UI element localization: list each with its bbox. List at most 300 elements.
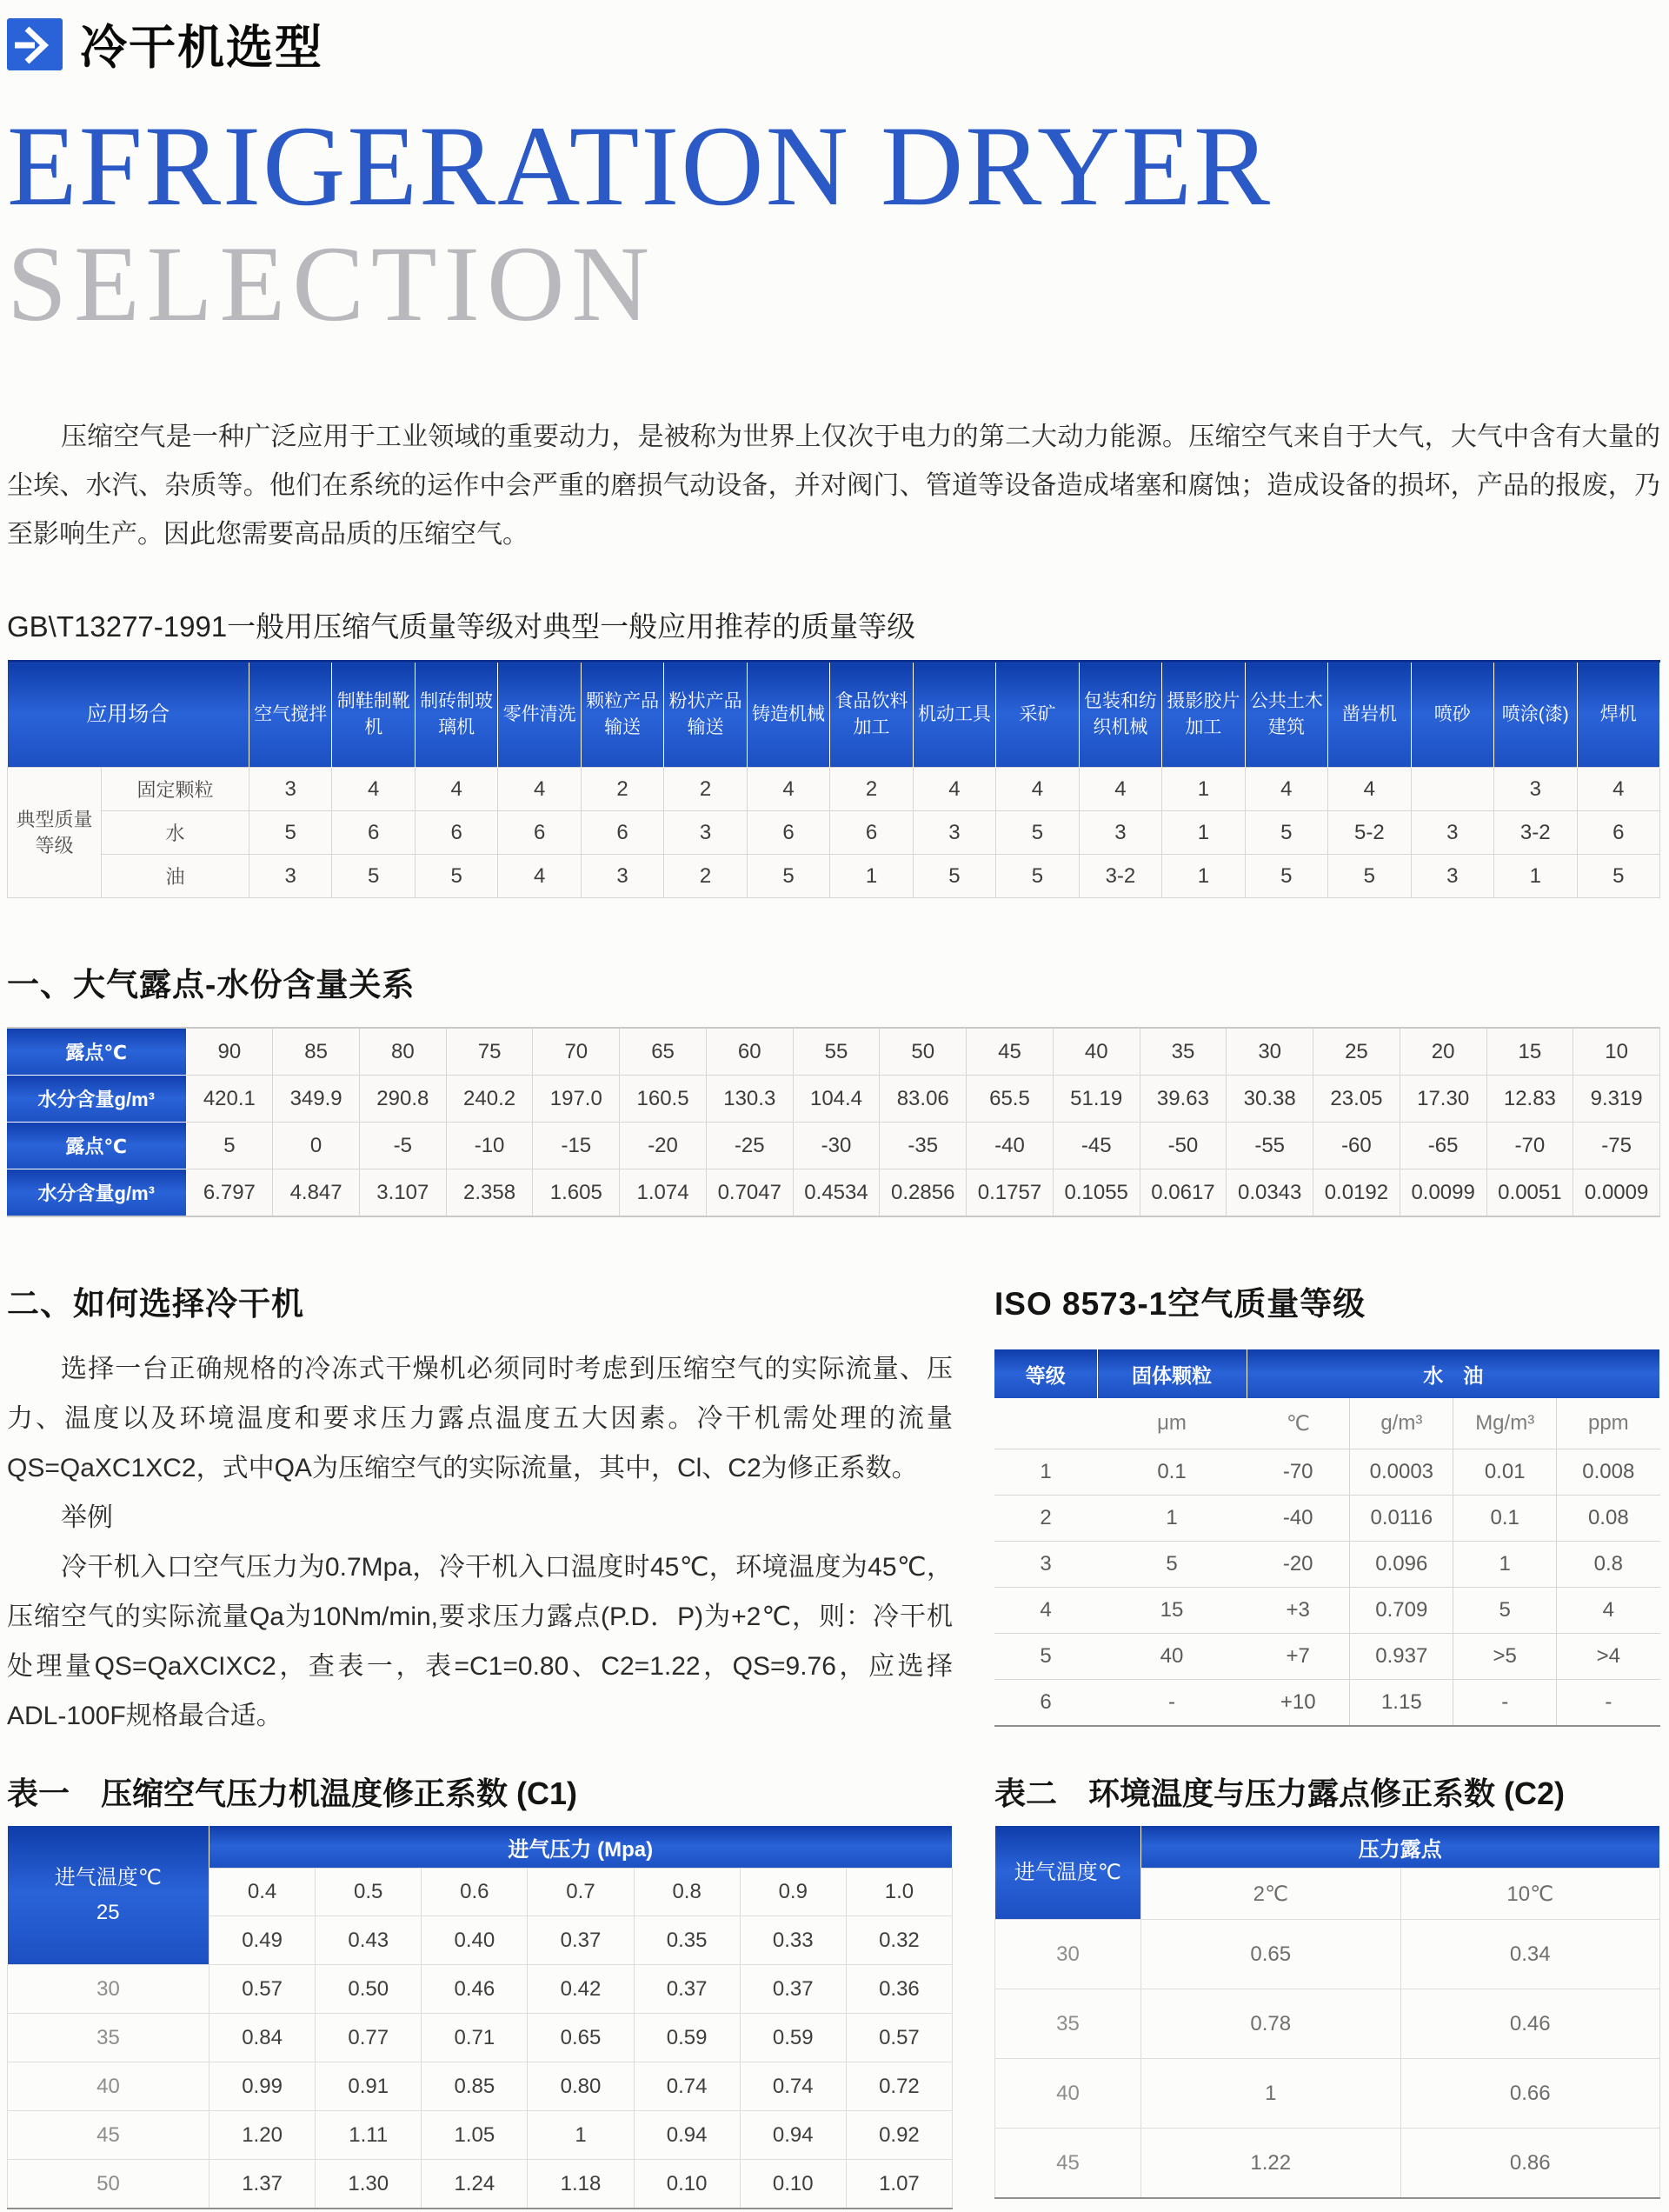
table-cell: 0.34: [1400, 1920, 1660, 1989]
table-row: [995, 2129, 1660, 2199]
table-cell: 5: [1577, 855, 1660, 898]
row-label: 45: [995, 2129, 1141, 2199]
table-cell: 240.2: [446, 1076, 533, 1123]
table-cell: -30: [793, 1123, 880, 1169]
row-label: 40: [8, 2062, 209, 2111]
table-cell: -20: [620, 1123, 707, 1169]
table-cell: 0.35: [634, 1916, 740, 1965]
table-cell: -65: [1400, 1123, 1486, 1169]
table-cell: 0.1055: [1053, 1169, 1140, 1217]
table-cell: -50: [1140, 1123, 1227, 1169]
table-cell: 197.0: [533, 1076, 620, 1123]
table-cell: 0.99: [209, 2062, 316, 2111]
table-row: [994, 1496, 1660, 1542]
table-cell: 5: [332, 855, 415, 898]
table-cell: 0.9: [740, 1869, 846, 1916]
table-cell: 0.65: [1141, 1920, 1401, 1989]
table-cell: +10: [1247, 1680, 1350, 1727]
table-cell: 6: [498, 811, 581, 855]
table-cell: 85: [273, 1028, 360, 1076]
table-cell: 6: [415, 811, 497, 855]
table-cell: 0.57: [846, 2014, 952, 2062]
table-cell: 0.08: [1557, 1496, 1660, 1542]
table-cell: 2: [664, 855, 747, 898]
table-row: [8, 2111, 953, 2160]
table-cell: 50: [880, 1028, 967, 1076]
table-cell: +3: [1247, 1588, 1350, 1634]
table-cell: 1: [1494, 855, 1577, 898]
table-cell: 0.1: [1097, 1449, 1247, 1496]
iso-section: [994, 1285, 1660, 1727]
table-cell: 5: [186, 1123, 273, 1169]
row-label: 水分含量g/m³: [7, 1169, 186, 1217]
table-cell: -5: [359, 1123, 446, 1169]
table1-section: [7, 1776, 953, 2209]
table-cell: 0.0051: [1486, 1169, 1573, 1217]
table-cell: >4: [1557, 1634, 1660, 1680]
section2-title: 二、如何选择冷干机: [7, 1286, 304, 1322]
table-cell: 3: [913, 811, 995, 855]
row-label: 45: [8, 2111, 209, 2160]
table-cell: 2: [581, 768, 663, 811]
page-header: [7, 0, 1660, 77]
table-cell: 0.86: [1400, 2129, 1660, 2199]
table-cell: 1.24: [422, 2160, 528, 2209]
table-cell: 1: [1097, 1496, 1247, 1542]
table-cell: 0.40: [422, 1916, 528, 1965]
table-cell: 1.22: [1141, 2129, 1401, 2199]
table-cell: 0.65: [528, 2014, 634, 2062]
table-cell: 0.937: [1350, 1634, 1453, 1680]
table-cell: 45: [967, 1028, 1054, 1076]
table-cell: -70: [1486, 1123, 1573, 1169]
table-cell: 4: [996, 768, 1079, 811]
table-cell: 1.605: [533, 1169, 620, 1217]
table-cell: 0.71: [422, 2014, 528, 2062]
table-cell: 2℃: [1141, 1869, 1401, 1920]
table-row: [7, 1076, 1660, 1123]
section2-paragraph: 选择一台正确规格的冷冻式干燥机必须同时考虑到压缩空气的实际流量、压力、温度以及环境温度和要求压力露点温度五大因素。冷干机需处理的流量QS=QaXC1XC2，式中QA为压缩空气的实际流量，其中，Cl、C2为修正系数。: [7, 1355, 953, 1482]
table-cell: 90: [186, 1028, 273, 1076]
table-cell: 3-2: [1079, 855, 1161, 898]
table-cell: 0.008: [1557, 1449, 1660, 1496]
table-cell: 5: [1097, 1542, 1247, 1588]
column-header: 凿岩机: [1328, 662, 1411, 768]
table-cell: 0.46: [1400, 1989, 1660, 2059]
table-header-row: [994, 1349, 1660, 1398]
corner-header: 应用场合: [8, 662, 249, 768]
row-label: 50: [8, 2160, 209, 2209]
table-cell: -10: [446, 1123, 533, 1169]
table-cell: 0.92: [846, 2111, 952, 2160]
row-label: 露点℃: [7, 1123, 186, 1169]
dew-point-table: [7, 1027, 1660, 1217]
table-cell: 9.319: [1573, 1076, 1660, 1123]
table-cell: 40: [1053, 1028, 1140, 1076]
table-cell: 3: [581, 855, 663, 898]
table-cell: 3: [1411, 855, 1493, 898]
table-cell: 5: [415, 855, 497, 898]
table-cell: 30.38: [1227, 1076, 1313, 1123]
table-row: [8, 2160, 953, 2209]
table-cell: 3: [1494, 768, 1577, 811]
table-cell: 4: [1328, 768, 1411, 811]
table-cell: 0.32: [846, 1916, 952, 1965]
table-cell: 4: [415, 768, 497, 811]
table-cell: 5: [747, 855, 829, 898]
table-cell: 2: [994, 1496, 1097, 1542]
c2-correction-table: [994, 1826, 1660, 2199]
row-label: 40: [995, 2059, 1141, 2129]
table-cell: 3.107: [359, 1169, 446, 1217]
table-cell: 5: [913, 855, 995, 898]
row-group-label: 典型质量等级: [8, 768, 102, 898]
table-row: [994, 1634, 1660, 1680]
table-cell: +7: [1247, 1634, 1350, 1680]
table2-title: 表二 环境温度与压力露点修正系数 (C2): [994, 1776, 1565, 1811]
table-cell: 0.37: [740, 1965, 846, 2014]
table-cell: 0.57: [209, 1965, 316, 2014]
table-cell: 4: [1245, 768, 1327, 811]
column-header: 焊机: [1577, 662, 1660, 768]
empty-cell: [994, 1398, 1097, 1449]
table-cell: 104.4: [793, 1076, 880, 1123]
table-cell: 1: [1162, 855, 1245, 898]
table-cell: 420.1: [186, 1076, 273, 1123]
table-row: [995, 1920, 1660, 1989]
table-cell: 4: [994, 1588, 1097, 1634]
table-cell: 0.59: [634, 2014, 740, 2062]
gb-table-title: GB\T13277-1991一般用压缩气质量等级对典型一般应用推荐的质量等级: [7, 610, 916, 643]
row-label: 露点℃: [7, 1028, 186, 1076]
table-cell: 290.8: [359, 1076, 446, 1123]
table-row: [8, 2014, 953, 2062]
table-cell: 40: [1097, 1634, 1247, 1680]
row-label: 水: [102, 811, 249, 855]
table-cell: 4: [1079, 768, 1161, 811]
table-cell: 1.05: [422, 2111, 528, 2160]
table-cell: -15: [533, 1123, 620, 1169]
row-label: 30: [995, 1920, 1141, 1989]
table-cell: 35: [1140, 1028, 1227, 1076]
table-cell: 0.59: [740, 2014, 846, 2062]
table-cell: 1.15: [1350, 1680, 1453, 1727]
table-header-row: [8, 662, 1660, 768]
table-cell: -55: [1227, 1123, 1313, 1169]
table-cell: 6: [332, 811, 415, 855]
table-row: [8, 2062, 953, 2111]
table-cell: 0.6: [422, 1869, 528, 1916]
column-header: 粉状产品输送: [664, 662, 747, 768]
table-cell: -35: [880, 1123, 967, 1169]
table-cell: μm: [1097, 1398, 1247, 1449]
table1-title: 表一 压缩空气压力机温度修正系数 (C1): [7, 1776, 577, 1811]
column-header: 食品饮料加工: [830, 662, 913, 768]
table-cell: 0.10: [634, 2160, 740, 2209]
table-cell: 70: [533, 1028, 620, 1076]
table-cell: 2: [664, 768, 747, 811]
table-cell: 65.5: [967, 1076, 1054, 1123]
table-cell: -20: [1247, 1542, 1350, 1588]
example-paragraph: 冷干机入口空气压力为0.7Mpa，冷干机入口温度时45℃，环境温度为45℃，压缩空气的实际流量Qa为10Nm/min,要求压力露点(P.D．P)为+2℃，则：冷干机处理量QS=QaXCIXC2，查表一，表=C1=0.80、C2=1.22，QS=9.76，应选择ADL-100F规格最合适。: [7, 1553, 953, 1730]
table-cell: 12.83: [1486, 1076, 1573, 1123]
column-header: 公共土木建筑: [1245, 662, 1327, 768]
column-header: 颗粒产品输送: [581, 662, 663, 768]
table-cell: 0.0343: [1227, 1169, 1313, 1217]
table-row: [994, 1680, 1660, 1727]
table-cell: 1.074: [620, 1169, 707, 1217]
column-header: 等级: [994, 1349, 1097, 1398]
table-row: [8, 811, 1660, 855]
table-cell: g/m³: [1350, 1398, 1453, 1449]
table-cell: 17.30: [1400, 1076, 1486, 1123]
table-cell: 65: [620, 1028, 707, 1076]
table-cell: 0.46: [422, 1965, 528, 2014]
table-cell: 80: [359, 1028, 446, 1076]
table-cell: 5-2: [1328, 811, 1411, 855]
column-header: 机动工具: [913, 662, 995, 768]
table-cell: -25: [706, 1123, 793, 1169]
table-cell: 39.63: [1140, 1076, 1227, 1123]
table-cell: 1: [1141, 2059, 1401, 2129]
table-cell: 1.11: [316, 2111, 422, 2160]
table-cell: 1: [1162, 768, 1245, 811]
row-label: 水分含量g/m³: [7, 1076, 186, 1123]
section1-title: 一、大气露点-水份含量关系: [7, 967, 416, 1003]
column-header: 包装和纺织机械: [1079, 662, 1161, 768]
table-row: [994, 1449, 1660, 1496]
page-title: 冷干机选型: [80, 22, 323, 74]
table-cell: 0.0009: [1573, 1169, 1660, 1217]
table-cell: 5: [996, 855, 1079, 898]
corner-header: 进气温度℃: [995, 1826, 1141, 1920]
column-header: 固体颗粒: [1097, 1349, 1247, 1398]
table-cell: >5: [1453, 1634, 1557, 1680]
row-label: 30: [8, 1965, 209, 2014]
table-cell: 0.0192: [1313, 1169, 1400, 1217]
table-cell: 0.74: [740, 2062, 846, 2111]
column-header: 空气搅拌: [249, 662, 332, 768]
table-cell: 0.0003: [1350, 1449, 1453, 1496]
table-cell: -40: [967, 1123, 1054, 1169]
table-cell: 2.358: [446, 1169, 533, 1217]
table-cell: 0.85: [422, 2062, 528, 2111]
gb-quality-table: [7, 660, 1660, 898]
table-cell: -: [1097, 1680, 1247, 1727]
corner-header-line1: 进气温度℃: [54, 1865, 162, 1889]
table-cell: 0.37: [528, 1916, 634, 1965]
row-label: 35: [8, 2014, 209, 2062]
table-cell: 5: [1245, 811, 1327, 855]
table-cell: 0.5: [316, 1869, 422, 1916]
column-group-header: 进气压力 (Mpa): [209, 1826, 953, 1869]
table-cell: 0.80: [528, 2062, 634, 2111]
table-cell: 3: [664, 811, 747, 855]
table-cell: 4: [747, 768, 829, 811]
table-cell: 130.3: [706, 1076, 793, 1123]
column-header: 零件清洗: [498, 662, 581, 768]
table-cell: 0.77: [316, 2014, 422, 2062]
table-cell: 0.709: [1350, 1588, 1453, 1634]
table-cell: 6: [581, 811, 663, 855]
table-row: [994, 1588, 1660, 1634]
table-cell: 0.2856: [880, 1169, 967, 1217]
table-cell: 1.07: [846, 2160, 952, 2209]
table-cell: 0.72: [846, 2062, 952, 2111]
table-cell: 0.36: [846, 1965, 952, 2014]
table-cell: 1: [994, 1449, 1097, 1496]
table-cell: [1411, 768, 1493, 811]
table-cell: 160.5: [620, 1076, 707, 1123]
table-cell: 0.1: [1453, 1496, 1557, 1542]
table-cell: 1.18: [528, 2160, 634, 2209]
table-cell: 1: [1162, 811, 1245, 855]
column-header: 采矿: [996, 662, 1079, 768]
table-row: [8, 768, 1660, 811]
table-cell: 20: [1400, 1028, 1486, 1076]
table-cell: 3: [249, 768, 332, 811]
table-cell: 0.10: [740, 2160, 846, 2209]
table-cell: 1.37: [209, 2160, 316, 2209]
table-cell: 60: [706, 1028, 793, 1076]
corner-header: [8, 1826, 209, 1965]
row-label: 固定颗粒: [102, 768, 249, 811]
table-cell: 4: [498, 768, 581, 811]
table-cell: 6: [830, 811, 913, 855]
table-cell: 15: [1486, 1028, 1573, 1076]
column-header: 制鞋制靴机: [332, 662, 415, 768]
table-cell: 10℃: [1400, 1869, 1660, 1920]
table-cell: 0.0099: [1400, 1169, 1486, 1217]
table-cell: 4: [1557, 1588, 1660, 1634]
table-cell: 6.797: [186, 1169, 273, 1217]
table-cell: 2: [830, 768, 913, 811]
column-header: 水 油: [1247, 1349, 1660, 1398]
table-row: [7, 1169, 1660, 1217]
table-cell: 0.91: [316, 2062, 422, 2111]
table-cell: 0.84: [209, 2014, 316, 2062]
table-cell: ℃: [1247, 1398, 1350, 1449]
table-cell: 51.19: [1053, 1076, 1140, 1123]
table-row: [8, 1965, 953, 2014]
table-cell: 5: [1245, 855, 1327, 898]
table-cell: 0.66: [1400, 2059, 1660, 2129]
table-cell: 0.0617: [1140, 1169, 1227, 1217]
units-row: [994, 1398, 1660, 1449]
table-cell: -60: [1313, 1123, 1400, 1169]
table-cell: 4: [498, 855, 581, 898]
table-cell: 0.78: [1141, 1989, 1401, 2059]
middle-columns: [7, 1285, 1660, 1741]
bottom-columns: [7, 1776, 1660, 2209]
table-cell: 0.096: [1350, 1542, 1453, 1588]
c1-correction-table: [7, 1826, 953, 2209]
column-header: 喷砂: [1411, 662, 1493, 768]
table-cell: 4: [332, 768, 415, 811]
table-cell: 0.7047: [706, 1169, 793, 1217]
table-cell: 10: [1573, 1028, 1660, 1076]
table-cell: 4: [913, 768, 995, 811]
table-header-row: [8, 1826, 953, 1869]
table-cell: -: [1453, 1680, 1557, 1727]
table-cell: -: [1557, 1680, 1660, 1727]
table-cell: 5: [996, 811, 1079, 855]
table-row: [7, 1028, 1660, 1076]
table-cell: 0.37: [634, 1965, 740, 2014]
column-header: 喷涂(漆): [1494, 662, 1577, 768]
table-cell: 3-2: [1494, 811, 1577, 855]
table-row: [995, 2059, 1660, 2129]
table-cell: 30: [1227, 1028, 1313, 1076]
table-row: [995, 1989, 1660, 2059]
table-cell: 1.30: [316, 2160, 422, 2209]
column-header: 制砖制玻璃机: [415, 662, 497, 768]
table-cell: 1: [1453, 1542, 1557, 1588]
table-cell: ppm: [1557, 1398, 1660, 1449]
table-row: [8, 855, 1660, 898]
table-cell: 83.06: [880, 1076, 967, 1123]
table-cell: 3: [994, 1542, 1097, 1588]
table-cell: 5: [1328, 855, 1411, 898]
table-header-row: [995, 1826, 1660, 1869]
table-cell: 25: [1313, 1028, 1400, 1076]
table-cell: 55: [793, 1028, 880, 1076]
table-cell: 0.74: [634, 2062, 740, 2111]
table-cell: 6: [747, 811, 829, 855]
table-cell: 3: [1079, 811, 1161, 855]
corner-header-line2: 25: [96, 1900, 120, 1924]
example-label: 举例: [61, 1503, 113, 1532]
table-row: [994, 1542, 1660, 1588]
table-cell: 1.0: [846, 1869, 952, 1916]
table-cell: 5: [249, 811, 332, 855]
row-label: 35: [995, 1989, 1141, 2059]
table-cell: 0.42: [528, 1965, 634, 2014]
table-cell: 0: [273, 1123, 360, 1169]
table-cell: 1.20: [209, 2111, 316, 2160]
table-cell: 3: [1411, 811, 1493, 855]
table-cell: Mg/m³: [1453, 1398, 1557, 1449]
table-cell: 3: [249, 855, 332, 898]
table-cell: 0.0116: [1350, 1496, 1453, 1542]
iso-table-title: ISO 8573-1空气质量等级: [994, 1286, 1366, 1322]
table-cell: 0.8: [634, 1869, 740, 1916]
table-cell: 0.94: [740, 2111, 846, 2160]
table-cell: 1: [528, 2111, 634, 2160]
table-cell: 6: [1577, 811, 1660, 855]
column-group-header: 压力露点: [1141, 1826, 1660, 1869]
table-cell: 23.05: [1313, 1076, 1400, 1123]
table-cell: -40: [1247, 1496, 1350, 1542]
table2-section: [994, 1776, 1660, 2199]
table-cell: 0.7: [528, 1869, 634, 1916]
table-cell: 0.43: [316, 1916, 422, 1965]
table-cell: 5: [1453, 1588, 1557, 1634]
table-cell: 5: [994, 1634, 1097, 1680]
table-cell: 4: [1577, 768, 1660, 811]
table-cell: -45: [1053, 1123, 1140, 1169]
arrow-right-icon: [7, 18, 63, 70]
table-cell: 0.33: [740, 1916, 846, 1965]
table-cell: -75: [1573, 1123, 1660, 1169]
table-cell: 75: [446, 1028, 533, 1076]
table-cell: 0.49: [209, 1916, 316, 1965]
title-en-line1: EFRIGERATION DRYER: [7, 102, 1273, 230]
table-cell: 15: [1097, 1588, 1247, 1634]
table-cell: -70: [1247, 1449, 1350, 1496]
column-header: 摄影胶片加工: [1162, 662, 1245, 768]
intro-paragraph: 压缩空气是一种广泛应用于工业领域的重要动力，是被称为世界上仅次于电力的第二大动力能源。压缩空气来自于大气，大气中含有大量的尘埃、水汽、杂质等。他们在系统的运作中会严重的磨损气动设备，并对阀门、管道等设备造成堵塞和腐蚀；造成设备的损坏，产品的报废，乃至影响生产。因此您需要高品质的压缩空气。: [7, 423, 1660, 549]
